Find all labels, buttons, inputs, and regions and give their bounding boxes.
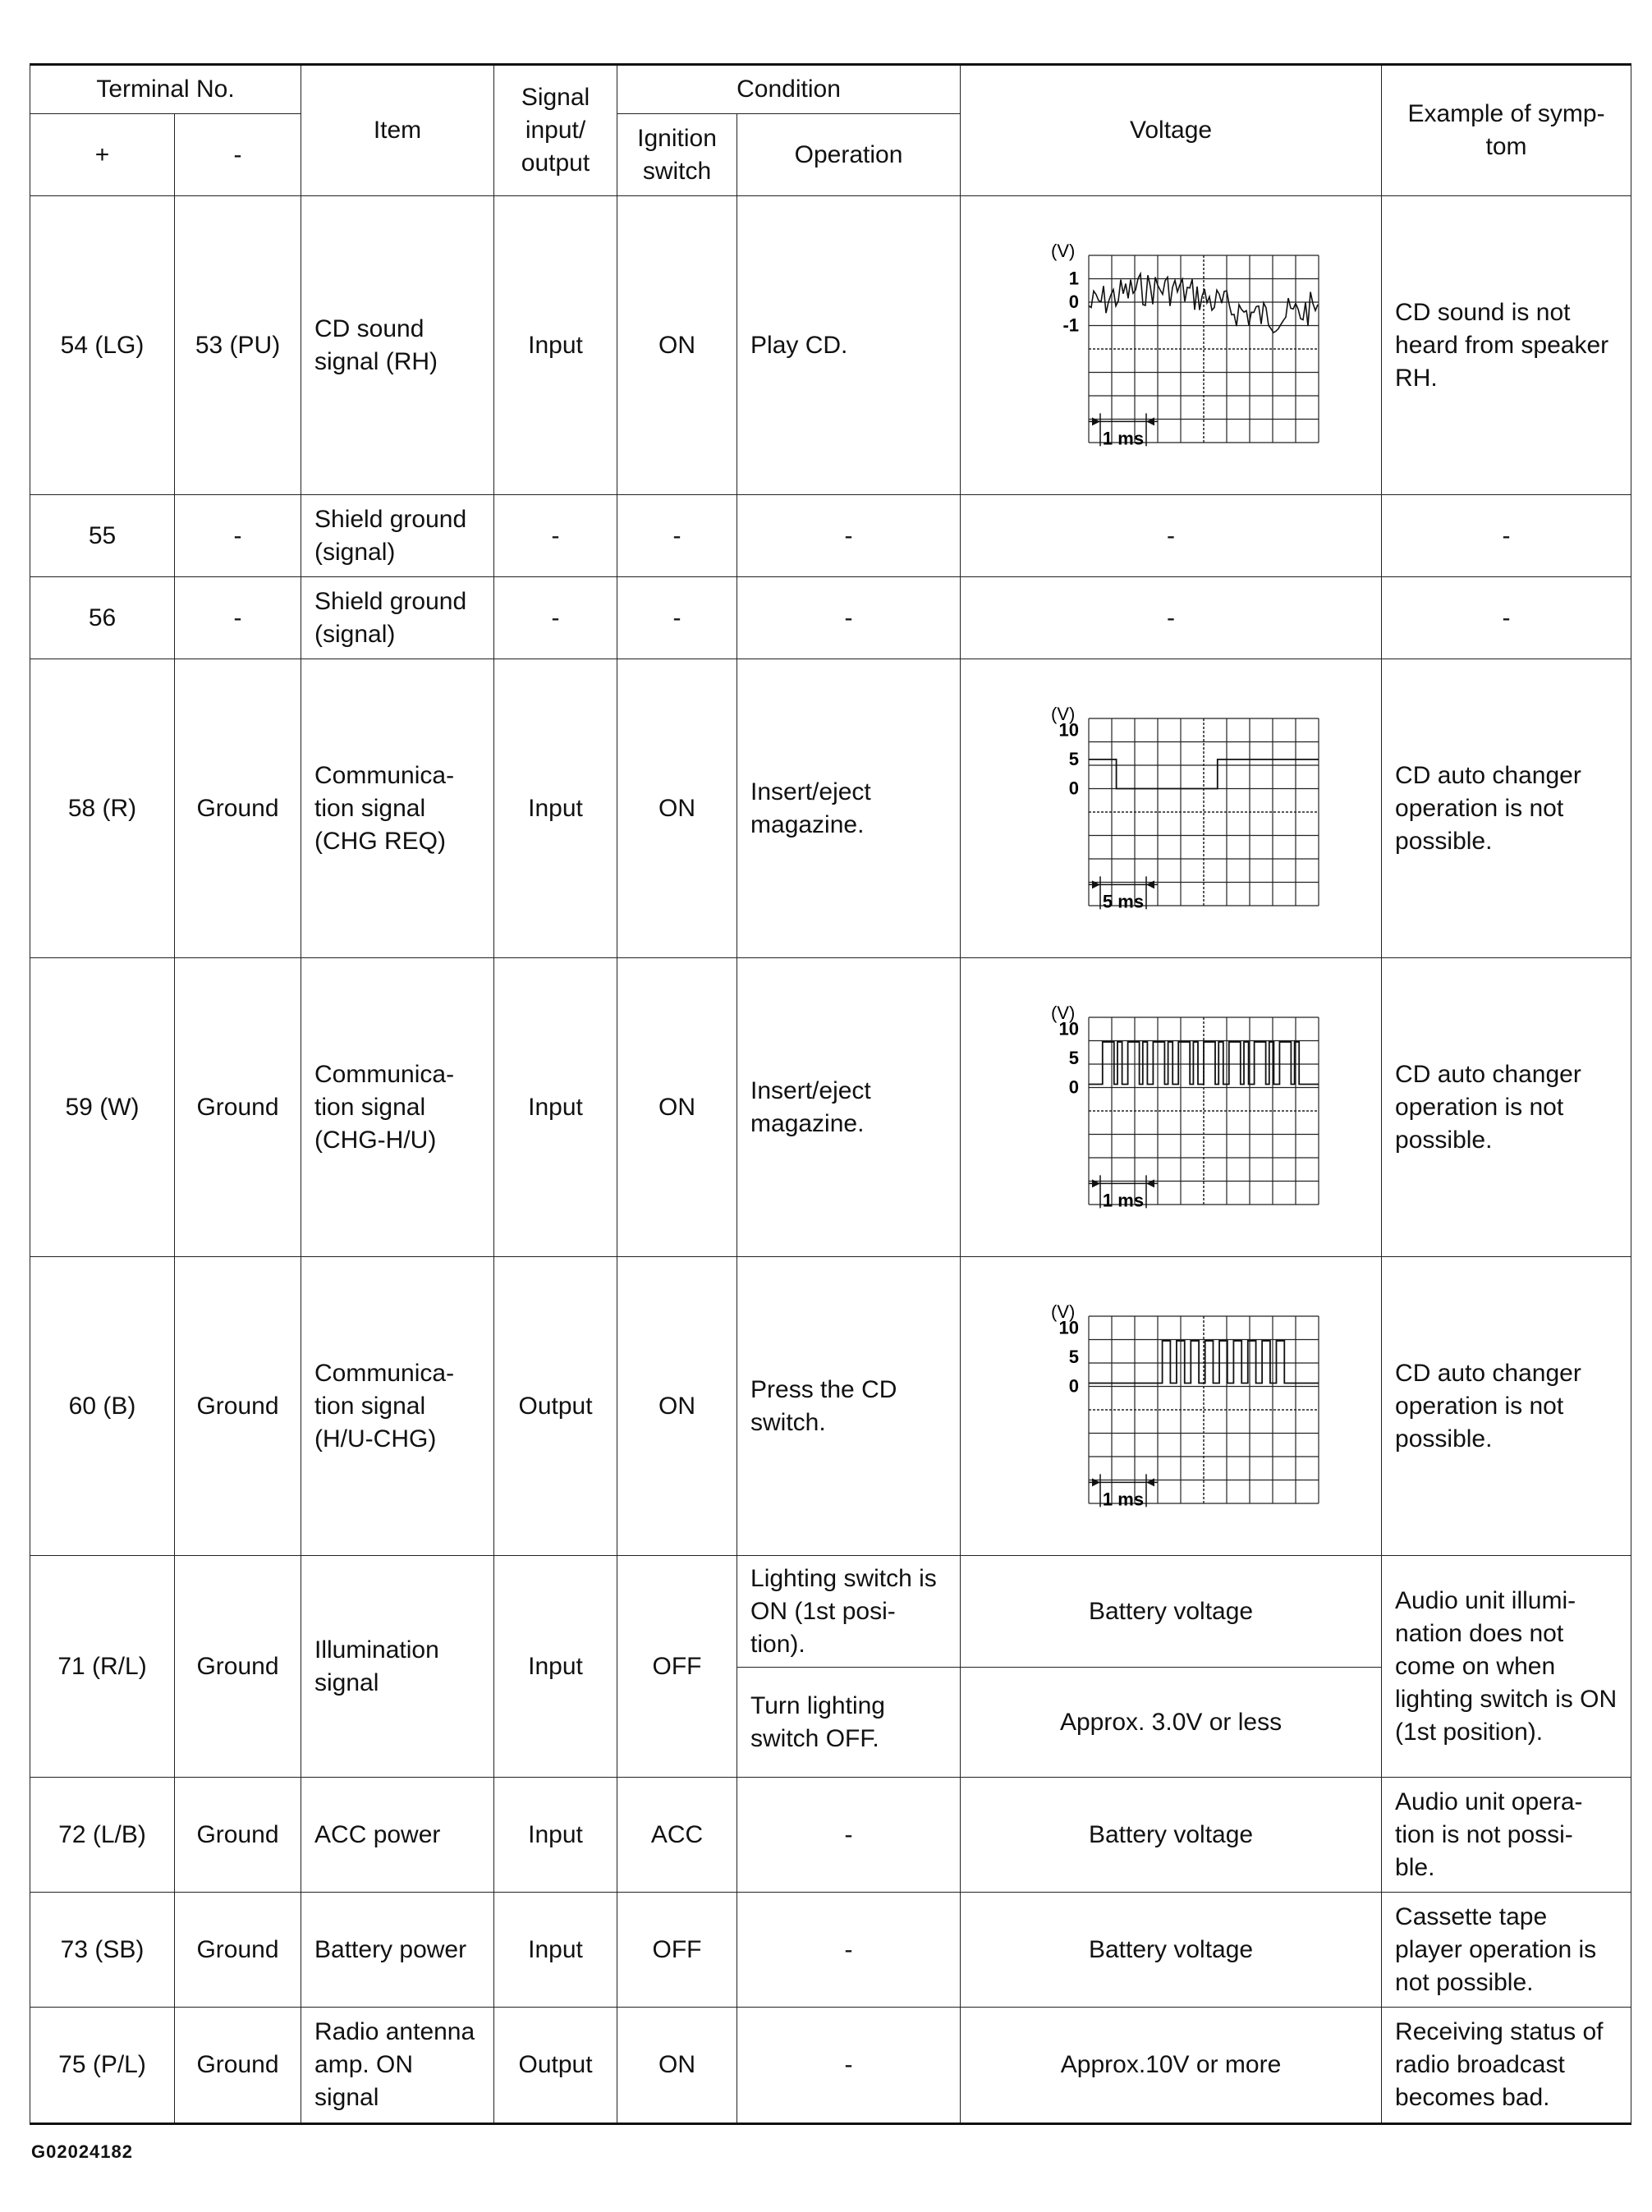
y-tick-label: -1 [1062,314,1080,335]
y-tick-label: 10 [1058,1017,1080,1039]
header-item: Item [301,65,494,196]
ignition: ON [617,1257,737,1556]
terminal-plus: 72 (L/B) [30,1778,175,1893]
oscilloscope-chart [1015,698,1327,920]
oscilloscope-chart [1015,235,1327,457]
operation: Lighting switch is ON (1st posi- tion). [737,1556,961,1668]
voltage: Battery voltage [961,1893,1382,2008]
arrow-icon [1092,880,1100,888]
y-tick-label: 0 [1068,1076,1080,1097]
voltage: Battery voltage [961,1778,1382,1893]
header-ignition-switch: Ignition switch [617,114,737,196]
arrow-icon [1146,417,1154,425]
signal-io: Output [494,2008,617,2124]
voltage-2: Approx. 3.0V or less [961,1668,1382,1778]
item: Communica- tion signal (CHG-H/U) [301,958,494,1257]
item: Radio antenna amp. ON signal [301,2008,494,2124]
voltage-waveform [961,196,1382,495]
signal-io: Output [494,1257,617,1556]
terminal-plus: 73 (SB) [30,1893,175,2008]
voltage: Battery voltage [961,1556,1382,1668]
y-tick-label: 5 [1068,1047,1080,1068]
symptom: Audio unit illumi- nation does not come on when lighting switch is ON (1st position). [1382,1556,1631,1778]
terminal-plus: 58 (R) [30,659,175,958]
ignition: ON [617,196,737,495]
symptom: Cassette tape player operation is not possible. [1382,1893,1631,2008]
ignition: - [617,577,737,659]
arrow-icon [1146,1478,1154,1486]
waveform-trace [1089,1041,1319,1084]
operation: - [737,2008,961,2124]
item: Communica- tion signal (H/U-CHG) [301,1257,494,1556]
ignition: ACC [617,1778,737,1893]
ignition: ON [617,659,737,958]
table-row [30,1257,1631,1556]
table-row [30,958,1631,1257]
item: Battery power [301,1893,494,2008]
terminal-minus: - [175,495,301,577]
table-row [30,1893,1631,2008]
ignition: OFF [617,1893,737,2008]
arrow-icon [1092,1478,1100,1486]
terminal-plus: 59 (W) [30,958,175,1257]
terminal-table [30,63,1631,2125]
terminal-minus: Ground [175,1893,301,2008]
header-plus: + [30,114,175,196]
ignition: - [617,495,737,577]
symptom: Audio unit opera- tion is not possi- ble. [1382,1778,1631,1893]
header-minus: - [175,114,301,196]
signal-io: - [494,495,617,577]
header-terminal-no: Terminal No. [30,65,301,114]
time-scale-label: 1 ms [1102,1488,1145,1509]
waveform-trace [1089,273,1318,333]
ignition: ON [617,958,737,1257]
header-voltage: Voltage [961,65,1382,196]
time-scale-label: 5 ms [1102,890,1145,911]
terminal-minus: Ground [175,659,301,958]
symptom: - [1382,495,1631,577]
symptom: CD auto changer operation is not possible. [1382,1257,1631,1556]
operation: Play CD. [737,196,961,495]
time-scale-label: 1 ms [1102,427,1145,448]
header-symptom: Example of symp- tom [1382,65,1631,196]
signal-io: Input [494,1778,617,1893]
table-row [30,659,1631,958]
terminal-minus: 53 (PU) [175,196,301,495]
operation: - [737,1778,961,1893]
y-tick-label: 0 [1068,778,1080,798]
operation: - [737,577,961,659]
y-tick-label: 5 [1068,1346,1080,1367]
oscilloscope-chart [1015,1296,1327,1517]
symptom: CD sound is not heard from speaker RH. [1382,196,1631,495]
symptom: - [1382,577,1631,659]
voltage-waveform [961,1257,1382,1556]
signal-io: - [494,577,617,659]
y-tick-label: 0 [1068,1375,1080,1396]
y-tick-label: 10 [1058,1316,1080,1338]
operation: Press the CD switch. [737,1257,961,1556]
signal-io: Input [494,659,617,958]
header-condition: Condition [617,65,961,114]
symptom: Receiving status of radio broadcast becomes bad. [1382,2008,1631,2124]
axis-unit-label: (V) [1051,1002,1076,1023]
item: Communica- tion signal (CHG REQ) [301,659,494,958]
y-tick-label: 10 [1058,718,1080,740]
signal-io: Input [494,1556,617,1778]
terminal-plus: 71 (R/L) [30,1556,175,1778]
terminal-minus: Ground [175,1556,301,1778]
operation: Insert/eject magazine. [737,659,961,958]
terminal-plus: 60 (B) [30,1257,175,1556]
arrow-icon [1146,880,1154,888]
table-row [30,1778,1631,1893]
terminal-plus: 56 [30,577,175,659]
operation-2: Turn lighting switch OFF. [737,1668,961,1778]
terminal-minus: Ground [175,2008,301,2124]
signal-io: Input [494,196,617,495]
ignition: ON [617,2008,737,2124]
item: Shield ground (signal) [301,577,494,659]
arrow-icon [1092,1179,1100,1187]
table-row [30,1556,1631,1668]
operation: - [737,495,961,577]
item: Illumination signal [301,1556,494,1778]
voltage: - [961,577,1382,659]
ignition: OFF [617,1556,737,1778]
operation: - [737,1893,961,2008]
arrow-icon [1146,1179,1154,1187]
table-row [30,2008,1631,2124]
item: Shield ground (signal) [301,495,494,577]
y-tick-label: 5 [1068,748,1080,769]
voltage-waveform [961,958,1382,1257]
axis-unit-label: (V) [1051,703,1076,724]
symptom: CD auto changer operation is not possible. [1382,659,1631,958]
voltage-waveform [961,659,1382,958]
axis-unit-label: (V) [1051,1301,1076,1322]
terminal-minus: Ground [175,1257,301,1556]
operation: Insert/eject magazine. [737,958,961,1257]
symptom: CD auto changer operation is not possible. [1382,958,1631,1257]
terminal-plus: 55 [30,495,175,577]
item: ACC power [301,1778,494,1893]
voltage: - [961,495,1382,577]
header-signal-io: Signal input/ output [494,65,617,196]
time-scale-label: 1 ms [1102,1189,1145,1210]
terminal-minus: Ground [175,1778,301,1893]
terminal-plus: 75 (P/L) [30,2008,175,2124]
voltage: Approx.10V or more [961,2008,1382,2124]
table-row [30,495,1631,577]
header-operation: Operation [737,114,961,196]
signal-io: Input [494,958,617,1257]
terminal-minus: Ground [175,958,301,1257]
table-row [30,577,1631,659]
item: CD sound signal (RH) [301,196,494,495]
table-row [30,196,1631,495]
terminal-plus: 54 (LG) [30,196,175,495]
arrow-icon [1092,417,1100,425]
terminal-minus: - [175,577,301,659]
oscilloscope-chart [1015,997,1327,1218]
y-tick-label: 1 [1068,268,1080,288]
axis-unit-label: (V) [1051,240,1076,261]
signal-io: Input [494,1893,617,2008]
y-tick-label: 0 [1068,291,1080,312]
figure-code: G02024182 [31,2141,133,2162]
